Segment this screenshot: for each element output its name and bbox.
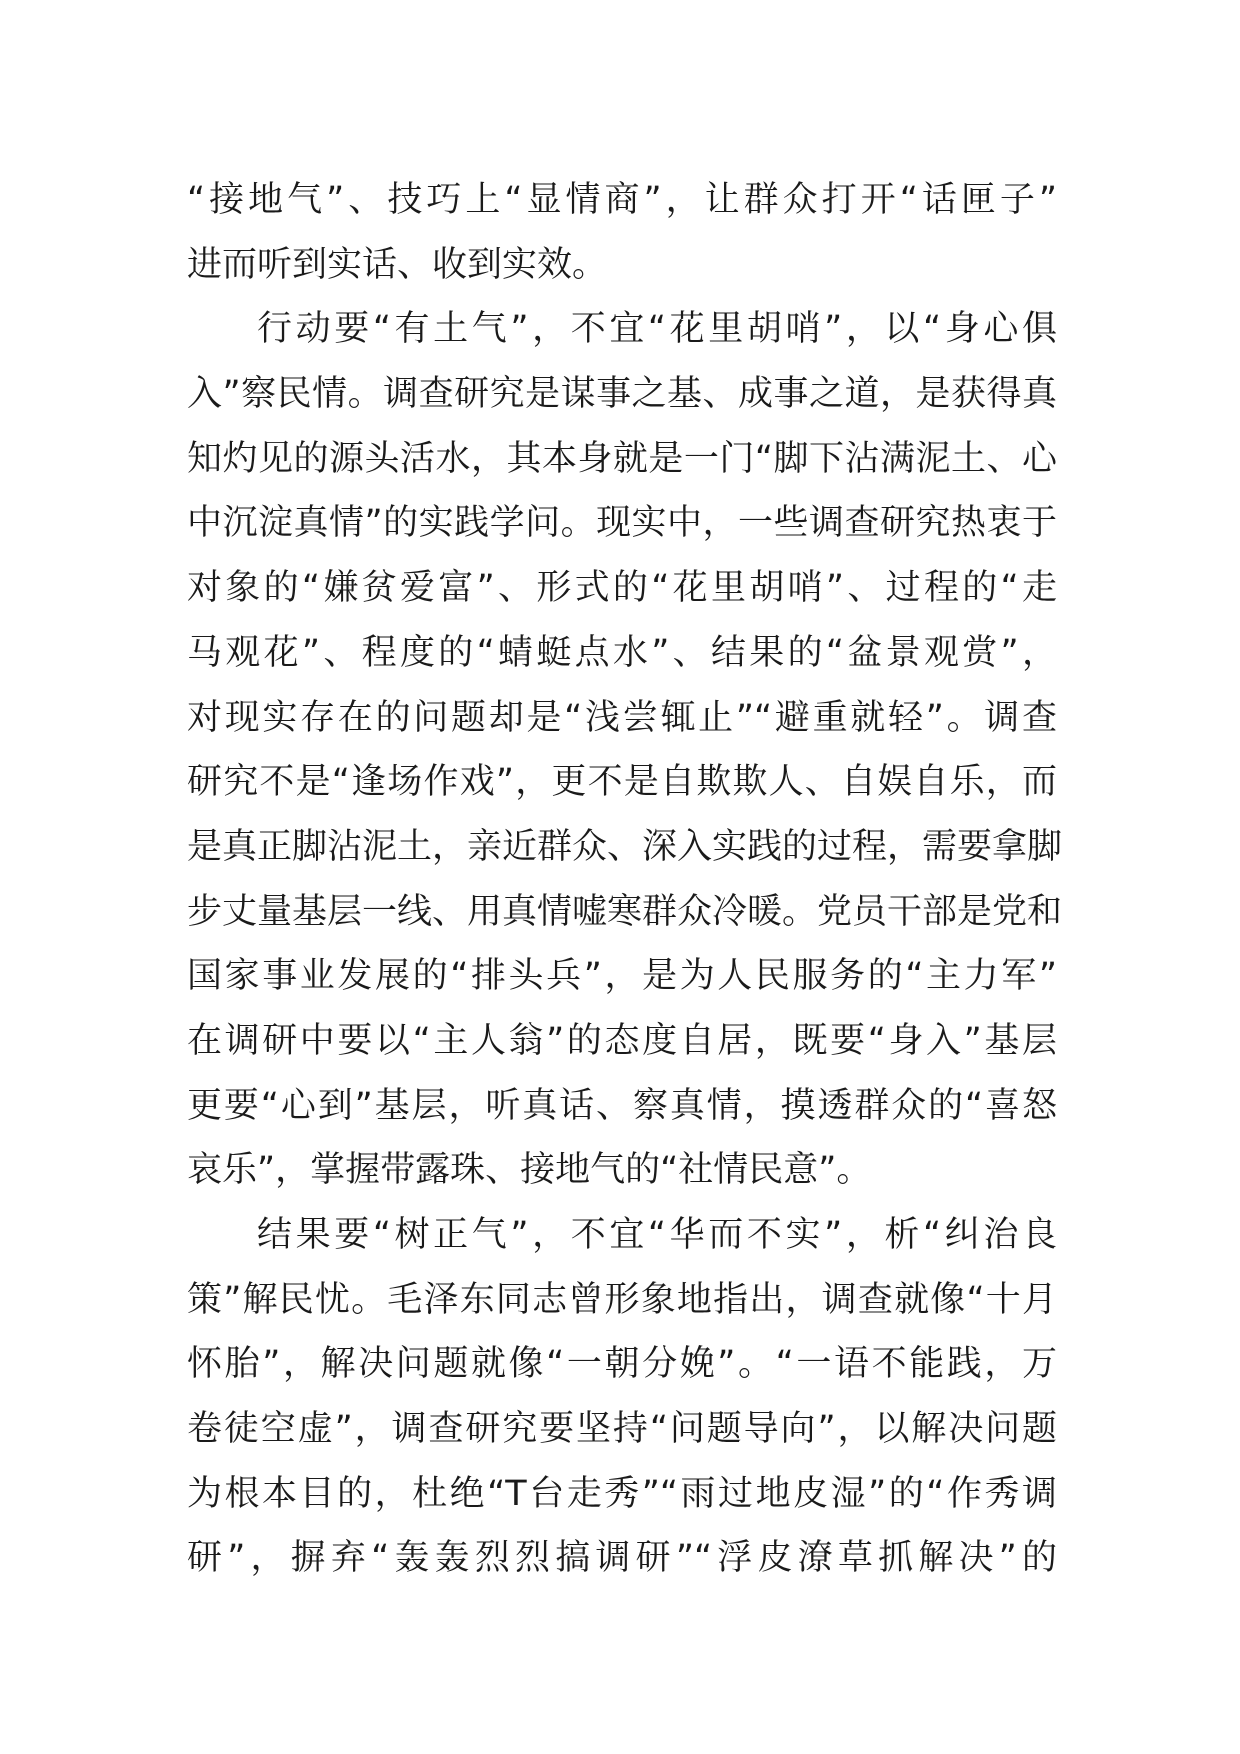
text-line: 中沉淀真情”的实践学问。现实中，一些调查研究热衷于 xyxy=(187,503,1057,544)
text-line: 是真正脚沾泥土，亲近群众、深入实践的过程，需要拿脚 xyxy=(187,826,1063,867)
text-line: 哀乐”，掌握带露珠、接地气的“社情民意”。 xyxy=(187,1150,872,1191)
text-line: 研”，摒弃“轰轰烈烈搞调研”“浮皮潦草抓解决”的 xyxy=(187,1538,1057,1579)
text-line: 知灼见的源头活水，其本身就是一门“脚下沾满泥土、心 xyxy=(187,438,1057,479)
text-line: 入”察民情。调查研究是谋事之基、成事之道，是获得真 xyxy=(187,374,1057,415)
text-line: 卷徒空虚”，调查研究要坚持“问题导向”，以解决问题 xyxy=(187,1409,1057,1450)
text-line: 怀胎”，解决问题就像“一朝分娩”。“一语不能践，万 xyxy=(187,1344,1057,1385)
text-line: 进而听到实话、收到实效。 xyxy=(187,244,608,285)
body-text xyxy=(187,168,1063,1591)
text-line: 马观花”、程度的“蜻蜓点水”、结果的“盆景观赏”， xyxy=(187,632,1057,673)
text-line: 策”解民忧。毛泽东同志曾形象地指出，调查就像“十月 xyxy=(187,1279,1057,1320)
text-line: 步丈量基层一线、用真情嘘寒群众冷暖。党员干部是党和 xyxy=(187,891,1063,932)
text-line: 对现实存在的问题却是“浅尝辄止”“避重就轻”。调查 xyxy=(187,697,1057,738)
text-line: 在调研中要以“主人翁”的态度自居，既要“身入”基层 xyxy=(187,1020,1057,1061)
text-line: 为根本目的，杜绝“T台走秀”“雨过地皮湿”的“作秀调 xyxy=(187,1473,1057,1514)
text-line: 国家事业发展的“排头兵”，是为人民服务的“主力军” xyxy=(187,956,1057,997)
text-line: 研究不是“逢场作戏”，更不是自欺欺人、自娱自乐，而 xyxy=(187,762,1057,803)
text-line: 对象的“嫌贫爱富”、形式的“花里胡哨”、过程的“走 xyxy=(187,568,1057,609)
paragraph-first-line: 结果要“树正气”，不宜“华而不实”，析“纠治良 xyxy=(257,1215,1057,1255)
text-line: 更要“心到”基层，听真话、察真情，摸透群众的“喜怒 xyxy=(187,1085,1057,1126)
paragraph-first-line: 行动要“有土气”，不宜“花里胡哨”，以“身心俱 xyxy=(257,309,1057,350)
text-line: “接地气”、技巧上“显情商”，让群众打开“话匣子” xyxy=(187,180,1057,220)
